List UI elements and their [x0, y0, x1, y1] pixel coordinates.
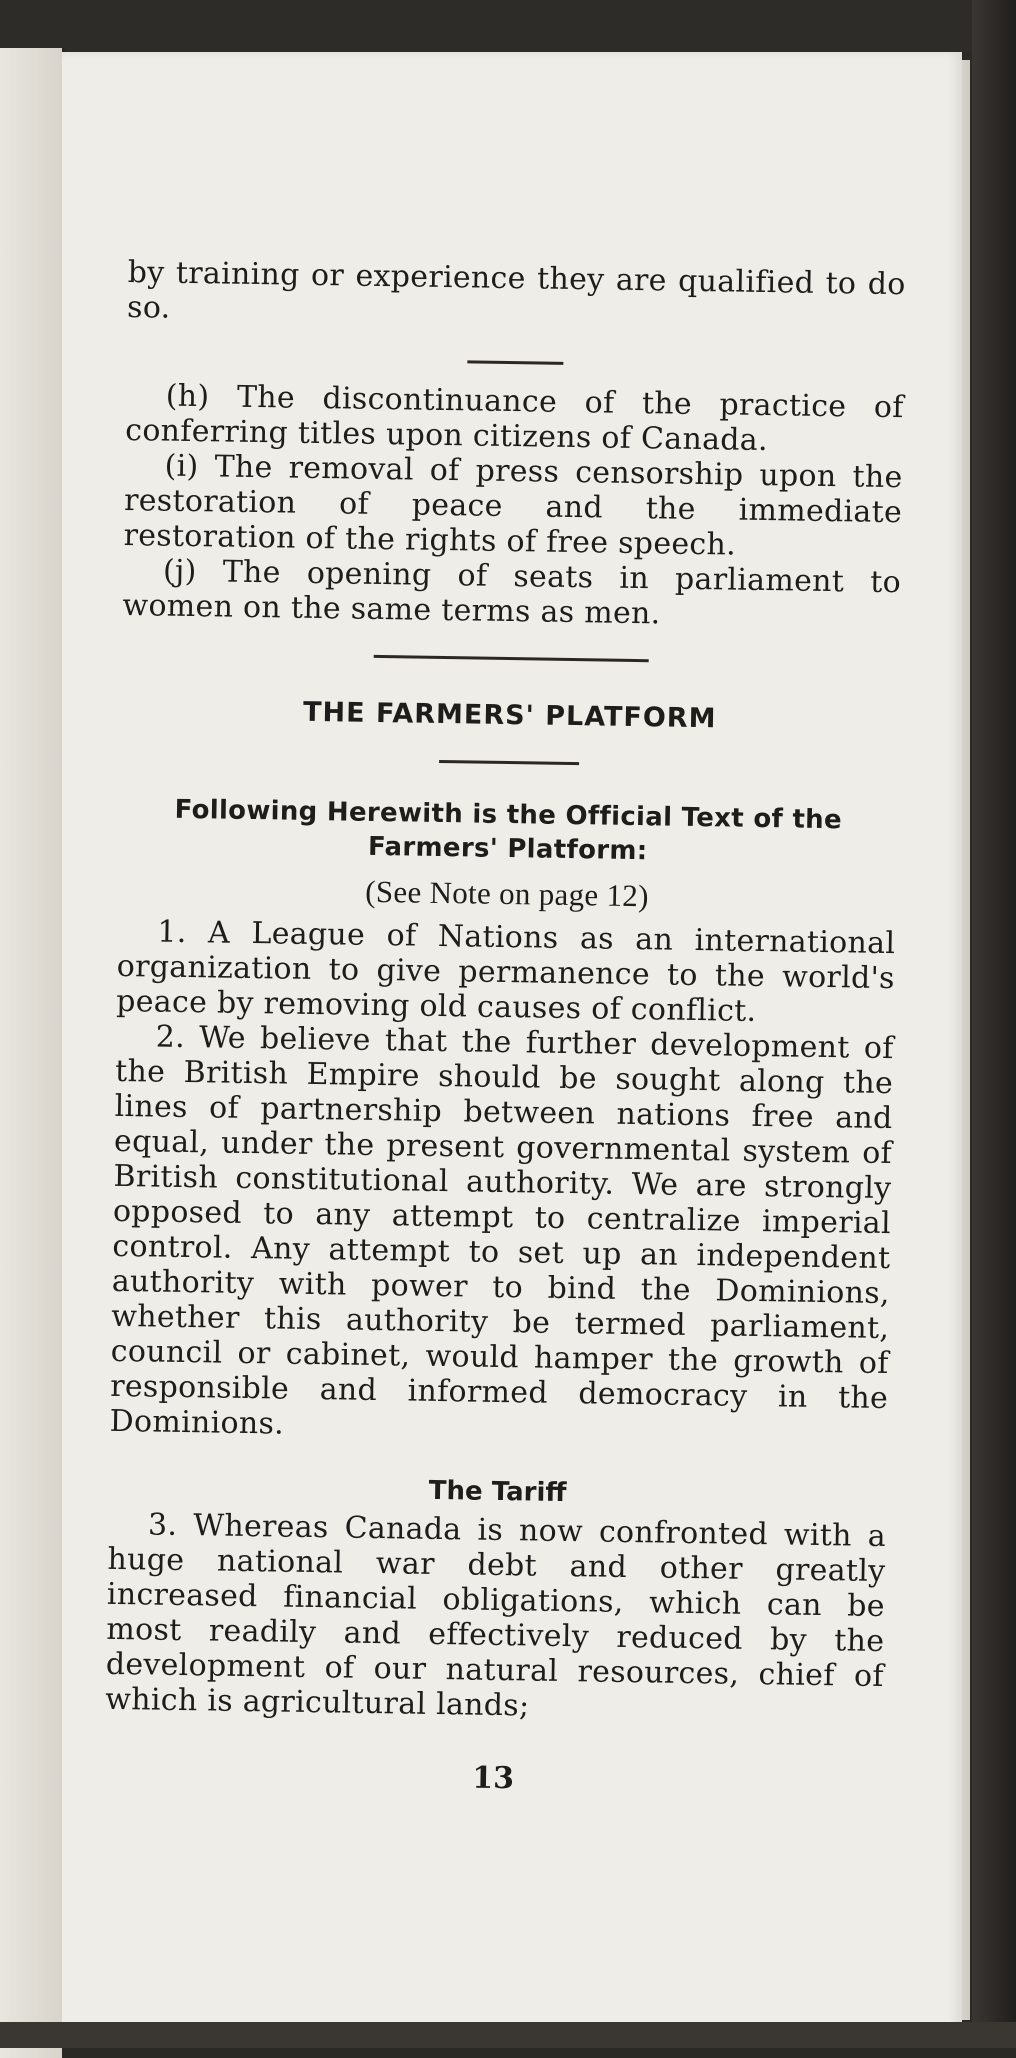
divider-long: [373, 655, 648, 662]
previous-page-edge: [0, 48, 65, 2058]
divider-mid: [439, 760, 579, 765]
backdrop-top: [0, 0, 1016, 52]
item-j: (j) The opening of seats in parliament to women on the same terms as men.: [122, 553, 902, 632]
backdrop-bottom: [0, 2022, 1016, 2048]
page-content: [104, 255, 906, 1802]
subheading-tariff: The Tariff: [428, 1475, 567, 1509]
item-i: (i) The removal of press censorship upon the restoration of peace and the immediate restoration of the rights of free speech.: [123, 448, 903, 563]
page-number: 13: [471, 1760, 515, 1797]
backdrop-right: [972, 0, 1016, 2048]
paragraph-1: 1. A League of Nations as an international organization to give permanence to the world's peace by removing old causes of conflict.: [115, 914, 896, 1029]
item-h: (h) The discontinuance of the practice of conferring titles upon citizens of Canada.: [124, 378, 904, 459]
paragraph-2: 2. We believe that the further development of the British Empire should be sought along the lines of partnership between nations free and equal, under the present governmental system of British constitutional authority. We are strongly opposed to any attempt to centralize imperial control. Any attempt to set up an independent authority with power to bind the Dominions, whether this authority be termed parliament, council or cabinet, would hamper the growth of responsible and informed democracy in the Dominions.: [109, 1019, 894, 1442]
section-title: THE FARMERS' PLATFORM: [302, 696, 717, 735]
page-note: (See Note on page 12): [365, 873, 650, 914]
continuation-text: by training or experience they are qualified to do so.: [126, 255, 906, 326]
lead-line-1: Following Herewith is the Official Text of the: [174, 794, 843, 836]
divider-short: [467, 360, 563, 365]
paragraph-3: 3. Whereas Canada is now confronted with a huge national war debt and other greatly increased financial obligations, which can be most readily and effectively reduced by the development of our natural resources, chief of which is agricultural lands;: [105, 1507, 887, 1724]
lead-line-2: Farmers' Platform:: [367, 831, 648, 867]
